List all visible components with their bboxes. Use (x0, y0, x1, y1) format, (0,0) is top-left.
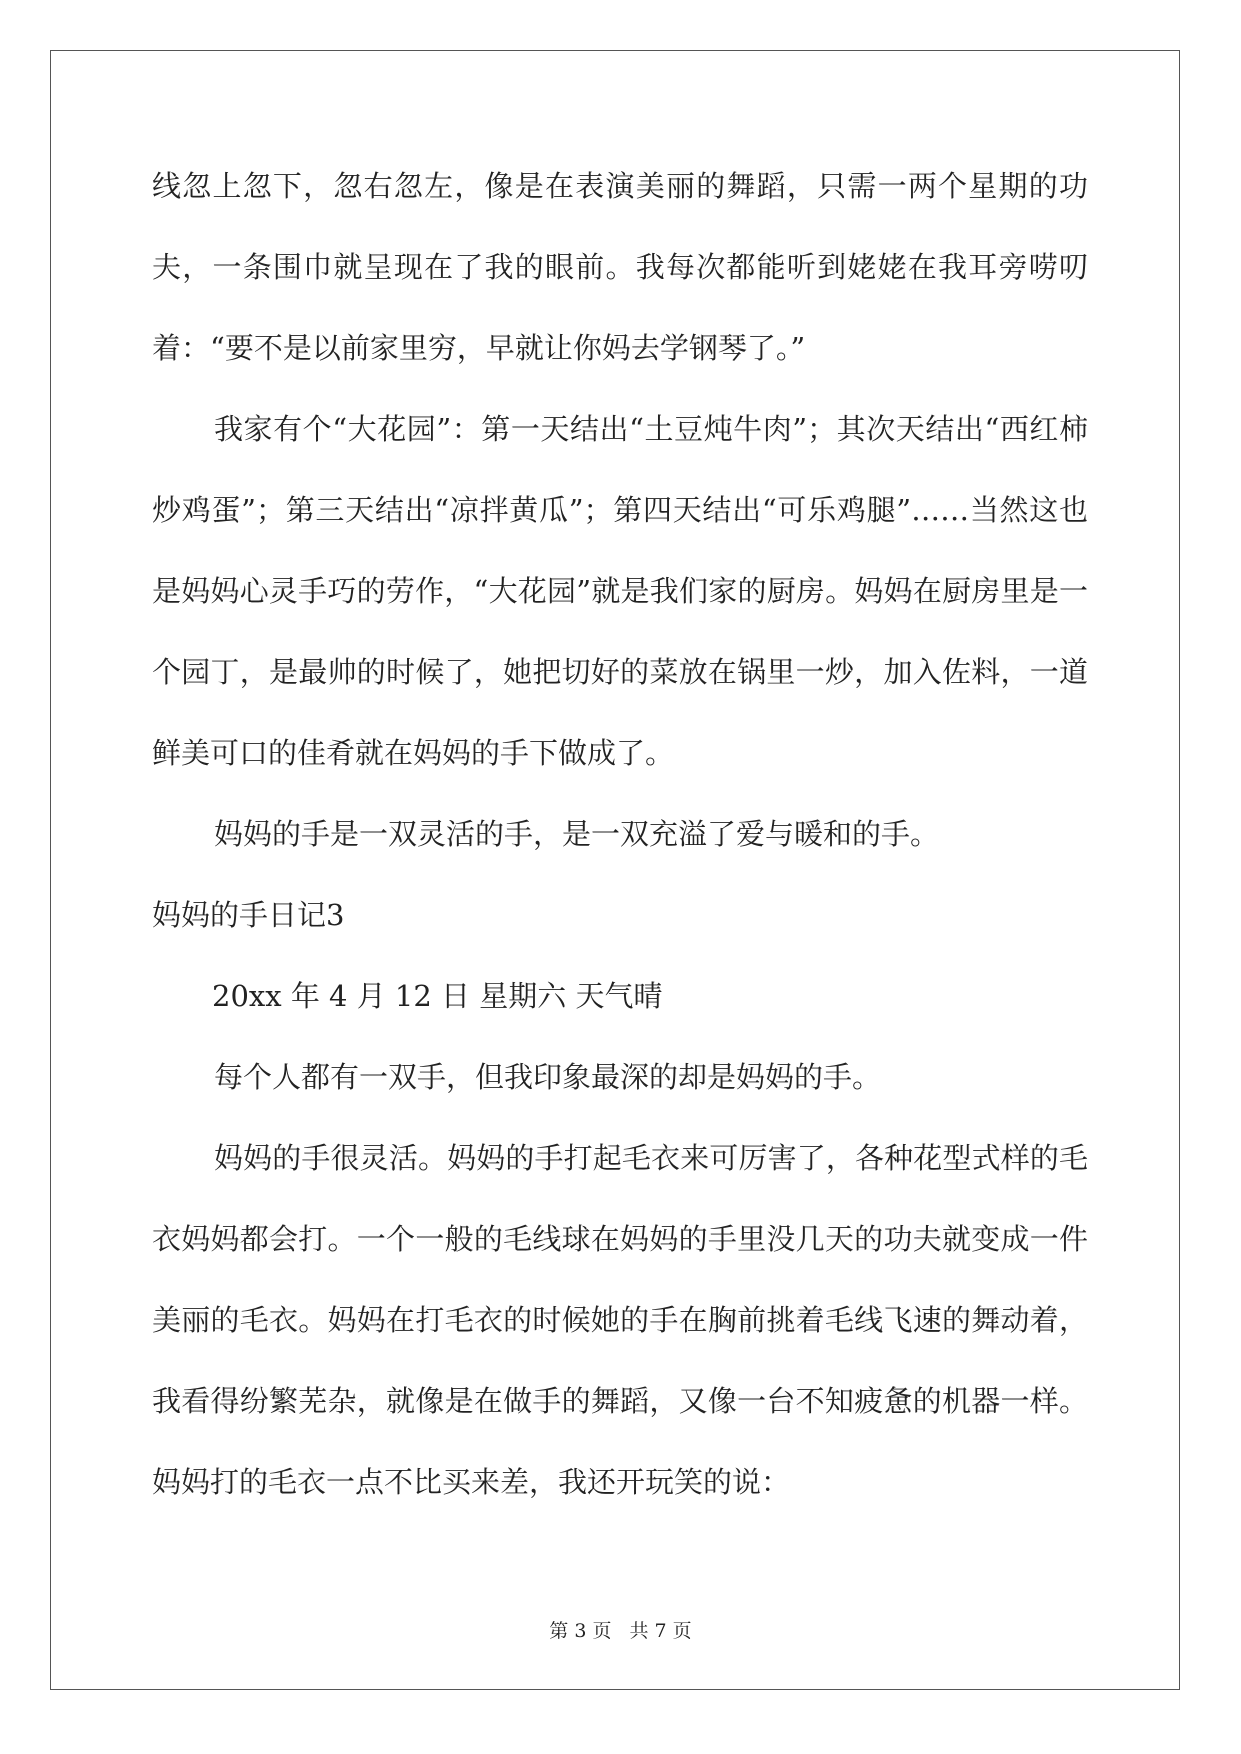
section-heading: 妈妈的手日记3 (152, 898, 345, 932)
paragraph: 我家有个“大花园”：第一天结出“土豆炖牛肉”；其次天结出“西红柿炒鸡蛋”；第三天结出“凉拌黄瓜”；第四天结出“可乐鸡腿”……当然这也是妈妈心灵手巧的劳作，“大花园”就是我们家的厨房。妈妈在厨房里是一个园丁，是最帅的时候了，她把切好的菜放在锅里一炒，加入佐料，一道鲜美可口的佳肴就在妈妈的手下做成了。 (152, 412, 1088, 770)
page-total: 共 7 页 (629, 1620, 692, 1642)
page-number: 第 3 页 (549, 1620, 612, 1642)
document-body (152, 146, 1088, 1523)
date-weather-line: 20xx 年 4 月 12 日 星期六 天气晴 (212, 979, 663, 1013)
paragraph: 线忽上忽下，忽右忽左，像是在表演美丽的舞蹈，只需一两个星期的功夫，一条围巾就呈现在了我的眼前。我每次都能听到姥姥在我耳旁唠叨着：“要不是以前家里穷，早就让你妈去学钢琴了。” (152, 169, 1088, 365)
paragraph: 妈妈的手很灵活。妈妈的手打起毛衣来可厉害了，各种花型式样的毛衣妈妈都会打。一个一般的毛线球在妈妈的手里没几天的功夫就变成一件美丽的毛衣。妈妈在打毛衣的时候她的手在胸前挑着毛线飞速的舞动着，我看得纷繁芜杂，就像是在做手的舞蹈，又像一台不知疲惫的机器一样。妈妈打的毛衣一点不比买来差，我还开玩笑的说： (152, 1141, 1088, 1499)
page-footer (0, 1616, 1241, 1643)
paragraph: 每个人都有一双手，但我印象最深的却是妈妈的手。 (214, 1060, 882, 1094)
paragraph: 妈妈的手是一双灵活的手，是一双充溢了爱与暖和的手。 (214, 817, 940, 851)
